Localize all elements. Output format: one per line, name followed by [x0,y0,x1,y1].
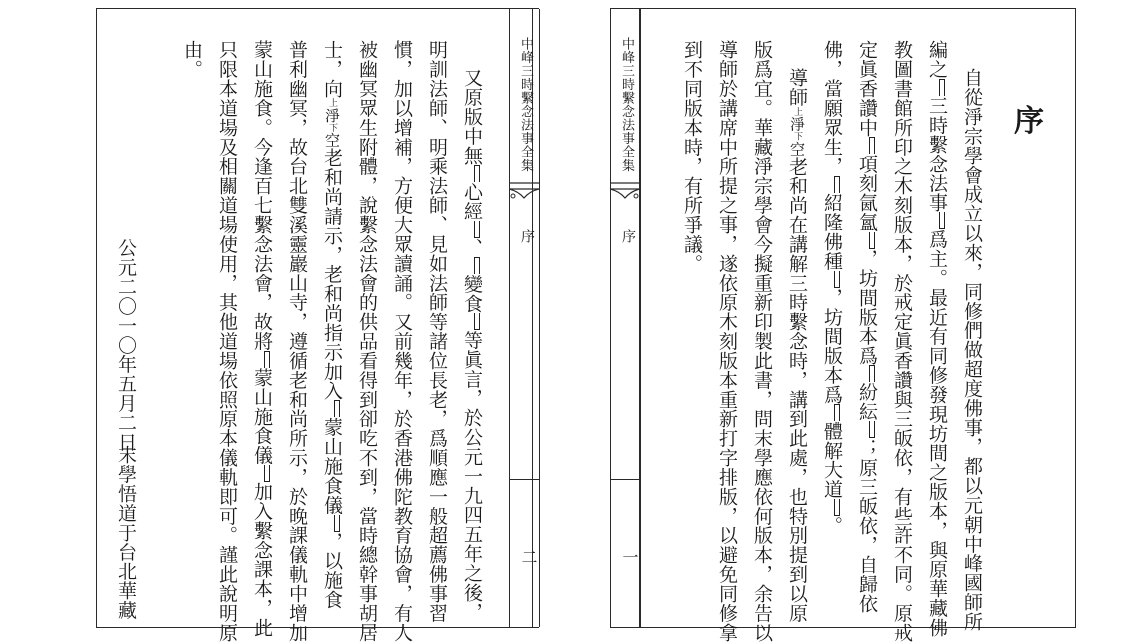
right-text-column: 導師於講席中所提之事，遂依原木刻版本重新打字排版，以避免同修拿 [716,40,738,642]
corner-bracket-close-icon [869,421,875,438]
corner-bracket-close-icon [474,221,480,238]
corner-bracket-open-icon [334,400,340,417]
left-text-column: 由。 [181,40,203,79]
section-label: 序 [620,229,636,243]
corner-bracket-close-icon [834,499,840,516]
corner-bracket-close-icon [264,465,270,482]
right-text-column: 編之三時繫念法事爲主。最近有同修發現坊間之版本，與原華藏佛 [926,40,948,638]
book-title: 中峰三時繫念法事全集 [518,37,533,172]
left-page-edge-band [509,8,539,628]
page-title: 序 [1014,104,1044,139]
corner-bracket-close-icon [334,515,340,532]
right-text-column: 佛，當願眾生，紹隆佛種，坊間版本爲體解大道。 [821,40,843,536]
left-text-column: 普利幽冥，故台北雙溪靈巖山寺，遵循老和尚所示，於晚課儀軌中增加 [286,40,308,642]
book-title: 中峰三時繫念法事全集 [619,37,634,172]
corner-bracket-open-icon [474,257,480,274]
left-text-column: 只限本道場及相關道場使用，其他道場依照原本儀軌即可。謹此說明原 [216,40,238,642]
section-label: 序 [519,229,535,243]
right-text-column: 自從淨宗學會成立以來，同修們做超度佛事，都以元朝中峰國師所 [961,68,983,632]
right-text-column: 到不同版本時，有所爭議。 [681,40,703,274]
corner-bracket-close-icon [869,232,875,249]
left-text-column: 又原版中無心經、變食等眞言，於公元一九四五年之後， [461,68,483,622]
right-page-edge-band [610,8,640,628]
corner-bracket-open-icon [939,79,945,96]
corner-bracket-close-icon [939,212,945,229]
fishtail-ornament-icon [509,182,539,214]
left-text-column: 慣，加以增補，方便大眾讀誦。又前幾年，於香港佛陀教育協會，有人 [391,40,413,642]
left-text-column: 士，向上淨下空老和尚請示，老和尚指示加入蒙山施食儀，以施食 [321,40,343,610]
left-text-column: 蒙山施食。今逢百七繫念法會，故將蒙山施食儀加入繫念課本，此 [251,40,273,638]
right-text-column: 導師上淨下空老和尚在講解三時繫念時，講到此處，也特別提到以原 [786,68,808,623]
page-number: 二 [519,549,538,565]
right-text-column: 定眞香讚中項刻氤氳，坊間版本爲紛紜；原三皈依，自歸依 [856,40,878,613]
date-line: 公元二〇一〇年五月二日 [115,238,137,452]
right-text-column: 教圖書館所印之木刻版本，於戒定眞香讚與三皈依，有些許不同。原戒 [891,40,913,642]
corner-bracket-open-icon [834,404,840,421]
page-number: 一 [620,549,639,565]
corner-bracket-open-icon [869,365,875,382]
left-text-column: 被幽冥眾生附體，說繫念法會的供品看得到卻吃不到，當時總幹事胡居 [356,40,378,642]
corner-bracket-open-icon [869,137,875,154]
corner-bracket-open-icon [834,176,840,193]
right-text-column: 版爲宜。華藏淨宗學會今擬重新印製此書，問末學應依何版本，余告以 [751,40,773,642]
corner-bracket-close-icon [474,313,480,330]
corner-bracket-open-icon [474,165,480,182]
author-signature: 末學悟道于台北華藏 [115,445,137,620]
corner-bracket-open-icon [264,351,270,368]
fishtail-ornament-icon [610,182,640,214]
corner-bracket-close-icon [834,271,840,288]
left-text-column: 明訓法師、明乘法師、見如法師等諸位長老，爲順應一般超薦佛事習 [426,40,448,623]
